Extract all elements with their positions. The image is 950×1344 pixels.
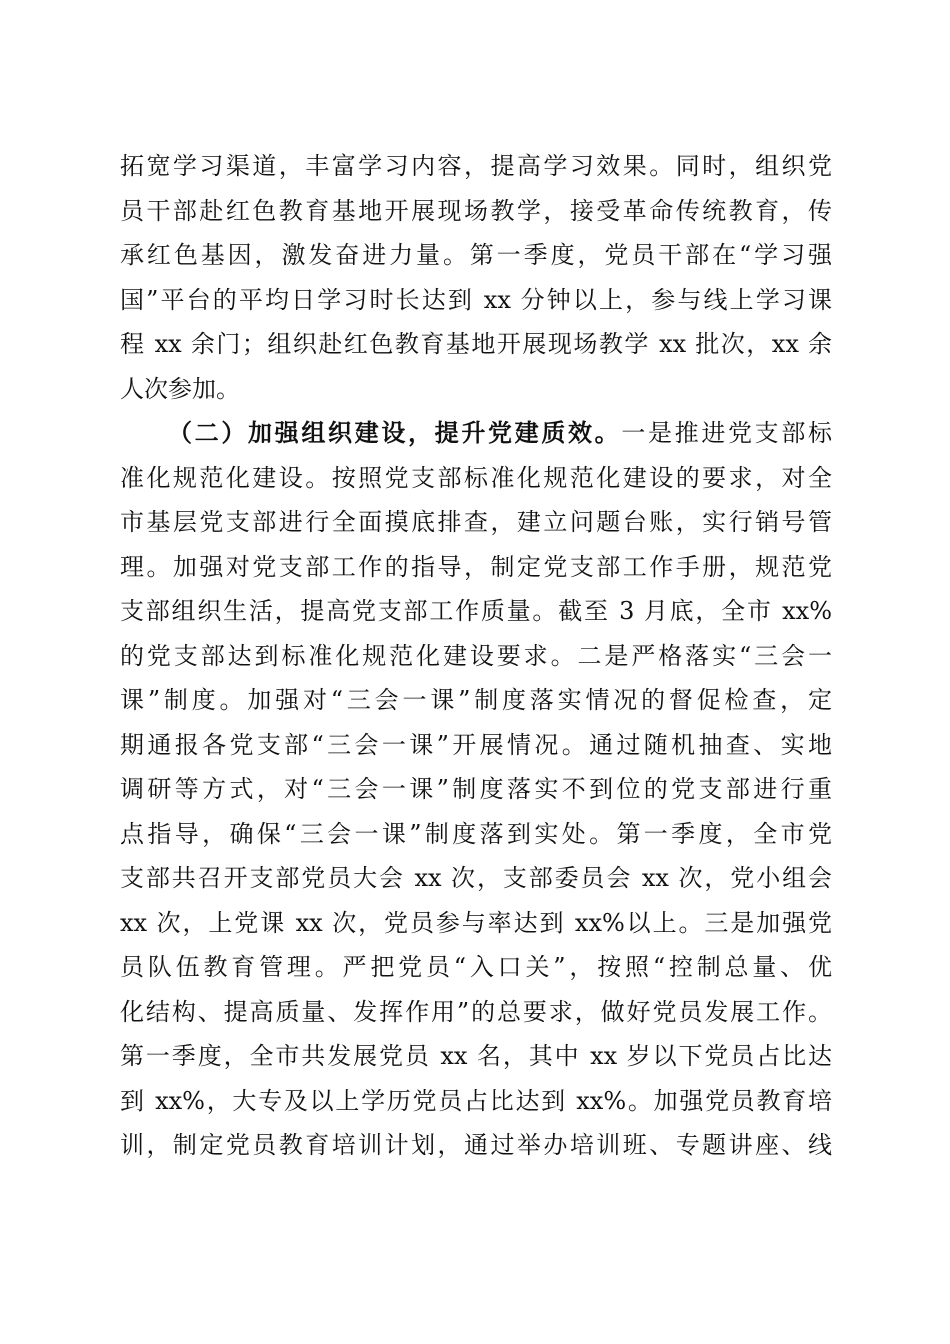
text-line: 化结构、提高质量、发挥作用”的总要求，做好党员发展工作。	[120, 997, 832, 1026]
text-line: 国”平台的平均日学习时长达到 xx 分钟以上，参与线上学习课	[120, 285, 832, 314]
text-line: 训，制定党员教育培训计划，通过举办培训班、专题讲座、线	[120, 1131, 832, 1159]
text-line: 程 xx 余门；组织赴红色教育基地开展现场教学 xx 批次，xx 余	[120, 330, 832, 358]
text-line: 人次参加。	[120, 374, 240, 403]
text-line: 的党支部达到标准化规范化建设要求。二是严格落实“三会一	[120, 641, 832, 670]
text-line: 准化规范化建设。按照党支部标准化规范化建设的要求，对全	[120, 463, 832, 492]
text-line: 支部组织生活，提高党支部工作质量。截至 3 月底，全市 xx%	[120, 597, 832, 625]
text-line: 调研等方式，对“三会一课”制度落实不到位的党支部进行重	[120, 775, 832, 803]
text-line: 员队伍教育管理。严把党员“入口关”，按照“控制总量、优	[120, 953, 832, 981]
text-line: 课”制度。加强对“三会一课”制度落实情况的督促检查，定	[120, 686, 832, 714]
text-line: 理。加强对党支部工作的指导，制定党支部工作手册，规范党	[120, 552, 832, 581]
section-heading: （二）加强组织建设，提升党建质效。	[168, 418, 622, 447]
document-body	[120, 144, 832, 1168]
text-line: 点指导，确保“三会一课”制度落到实处。第一季度，全市党	[120, 819, 832, 848]
text-line: 承红色基因，激发奋进力量。第一季度，党员干部在“学习强	[120, 241, 832, 269]
text-line: 市基层党支部进行全面摸底排查，建立问题台账，实行销号管	[120, 508, 832, 536]
text-line: 期通报各党支部“三会一课”开展情况。通过随机抽查、实地	[120, 730, 832, 759]
paragraph-1	[120, 144, 832, 411]
text-line: 拓宽学习渠道，丰富学习内容，提高学习效果。同时，组织党	[120, 152, 832, 180]
text-line: 到 xx%，大专及以上学历党员占比达到 xx%。加强党员教育培	[120, 1086, 832, 1115]
text-line: 第一季度，全市共发展党员 xx 名，其中 xx 岁以下党员占比达	[120, 1042, 832, 1070]
text-span: 一是推进党支部标	[621, 419, 833, 447]
text-line: xx 次，上党课 xx 次，党员参与率达到 xx%以上。三是加强党	[120, 908, 832, 937]
text-line: 支部共召开支部党员大会 xx 次，支部委员会 xx 次，党小组会	[120, 864, 832, 892]
paragraph-2	[120, 411, 832, 1168]
text-line: 员干部赴红色教育基地开展现场教学，接受革命传统教育，传	[120, 196, 832, 225]
section-first-line	[120, 411, 832, 456]
